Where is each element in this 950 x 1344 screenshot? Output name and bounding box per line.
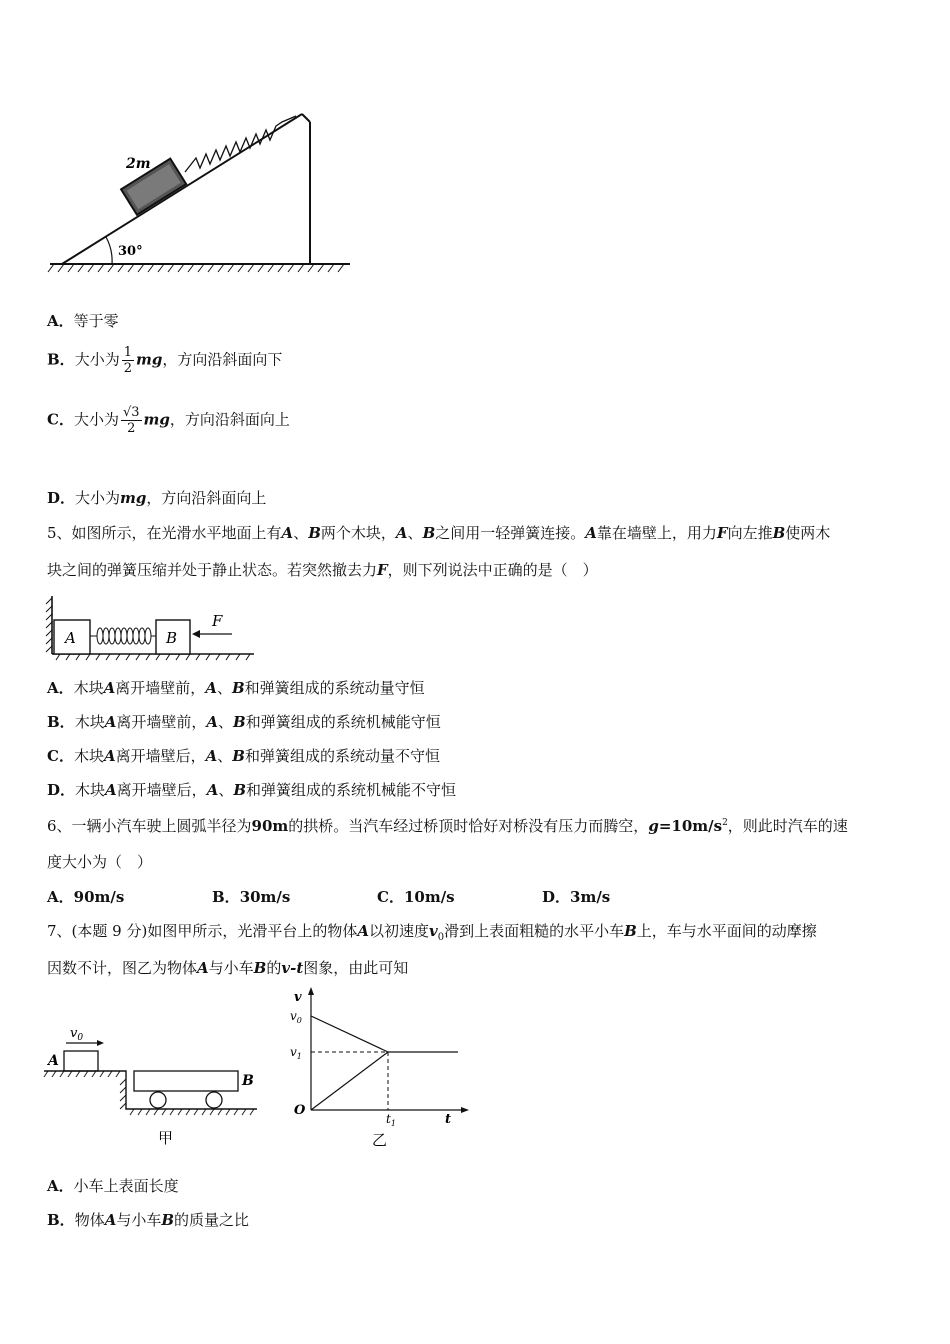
force-label: F: [212, 612, 223, 630]
mass-label: 2m: [126, 156, 151, 172]
figure-caption-jia: 甲: [158, 1129, 174, 1147]
option-text: ，方向沿斜面向上: [146, 489, 267, 507]
q7-stem-line2: 因数不计，图乙为物体A与小车B的v-t图象，由此可知: [47, 959, 409, 977]
q6-option-a[interactable]: A．90m/s: [47, 888, 125, 906]
figure-caption-yi: 乙: [372, 1131, 388, 1149]
fraction: $\frac{√3}{2}$: [122, 405, 140, 436]
q5-option-b[interactable]: B．木块A离开墙壁前，A、B和弹簧组成的系统机械能守恒: [47, 713, 441, 731]
option-text: 大小为: [74, 350, 120, 369]
line-a: [311, 1016, 388, 1052]
block-a-label: A: [65, 629, 76, 647]
platform-cart-figure: [42, 1025, 267, 1150]
axis-t-label: t: [445, 1112, 452, 1127]
option-key: A．: [47, 312, 74, 330]
q6-stem-line2: 度大小为（ ）: [47, 853, 153, 871]
spring-blocks-figure: [44, 592, 259, 664]
q6-stem-line1: 6、一辆小汽车驶上圆弧半径为90m的拱桥。当汽车经过桥顶时恰好对桥没有压力而腾空，$g=10m/s^2$，则此时汽车的速: [47, 817, 848, 835]
v1-tick-label: $v_1$: [290, 1045, 302, 1061]
q7-option-b[interactable]: B．物体A与小车B的质量之比: [47, 1211, 250, 1229]
fraction: $\frac{1}{2}$: [123, 345, 132, 376]
q6-option-d[interactable]: D．3m/s: [542, 888, 611, 906]
vt-graph: [280, 985, 470, 1150]
v0-label: $v_0$: [70, 1026, 84, 1043]
q4-option-b[interactable]: [47, 345, 282, 376]
mg-symbol: mg: [135, 350, 163, 369]
q5-stem-line1: 5、如图所示，在光滑水平地面上有A、B两个木块，A、B之间用一轻弹簧连接。A靠在墙壁上，用力F向左推B使两木: [47, 524, 831, 542]
option-text: 等于零: [73, 312, 119, 330]
q4-option-a[interactable]: [47, 310, 119, 331]
q6-option-b[interactable]: B．30m/s: [212, 888, 291, 906]
q7-option-a[interactable]: A．小车上表面长度: [47, 1177, 179, 1195]
q5-option-c[interactable]: C．木块A离开墙壁后，A、B和弹簧组成的系统动量不守恒: [47, 747, 440, 765]
angle-label: 30°: [118, 244, 143, 259]
option-key: C．: [47, 410, 74, 429]
origin-label: O: [294, 1103, 306, 1118]
q5-option-d[interactable]: D．木块A离开墙壁后，A、B和弹簧组成的系统机械能不守恒: [47, 781, 457, 799]
q6-option-c[interactable]: C．10m/s: [377, 888, 455, 906]
v0-tick-label: $v_0$: [290, 1009, 302, 1025]
q5-option-a[interactable]: A．木块A离开墙壁前，A、B和弹簧组成的系统动量守恒: [47, 679, 425, 697]
block-a-label: A: [48, 1053, 59, 1069]
option-text: ，方向沿斜面向上: [169, 410, 290, 429]
incline-figure: [40, 92, 360, 277]
option-text: 大小为: [75, 489, 121, 507]
q5-stem-line2: 块之间的弹簧压缩并处于静止状态。若突然撤去力F，则下列说法中正确的是（ ）: [47, 561, 598, 579]
option-key: D．: [47, 489, 76, 507]
option-text: ，方向沿斜面向下: [162, 350, 283, 369]
option-text: 大小为: [73, 410, 119, 429]
option-key: B．: [47, 350, 75, 369]
line-b: [311, 1052, 388, 1110]
t1-tick-label: $t_1$: [386, 1112, 396, 1128]
cart-b-label: B: [242, 1073, 254, 1089]
q7-stem-line1: 7、(本题 9 分)如图甲所示，光滑平台上的物体A以初速度$v_0$滑到上表面粗糙的水平小车B上，车与水平面间的动摩擦: [47, 922, 817, 943]
block-b-label: B: [166, 629, 178, 647]
mg-symbol: mg: [120, 489, 147, 507]
q4-option-c[interactable]: [47, 405, 290, 436]
axis-v-label: v: [294, 990, 302, 1005]
mg-symbol: mg: [143, 410, 170, 429]
q4-option-d[interactable]: [47, 487, 266, 508]
